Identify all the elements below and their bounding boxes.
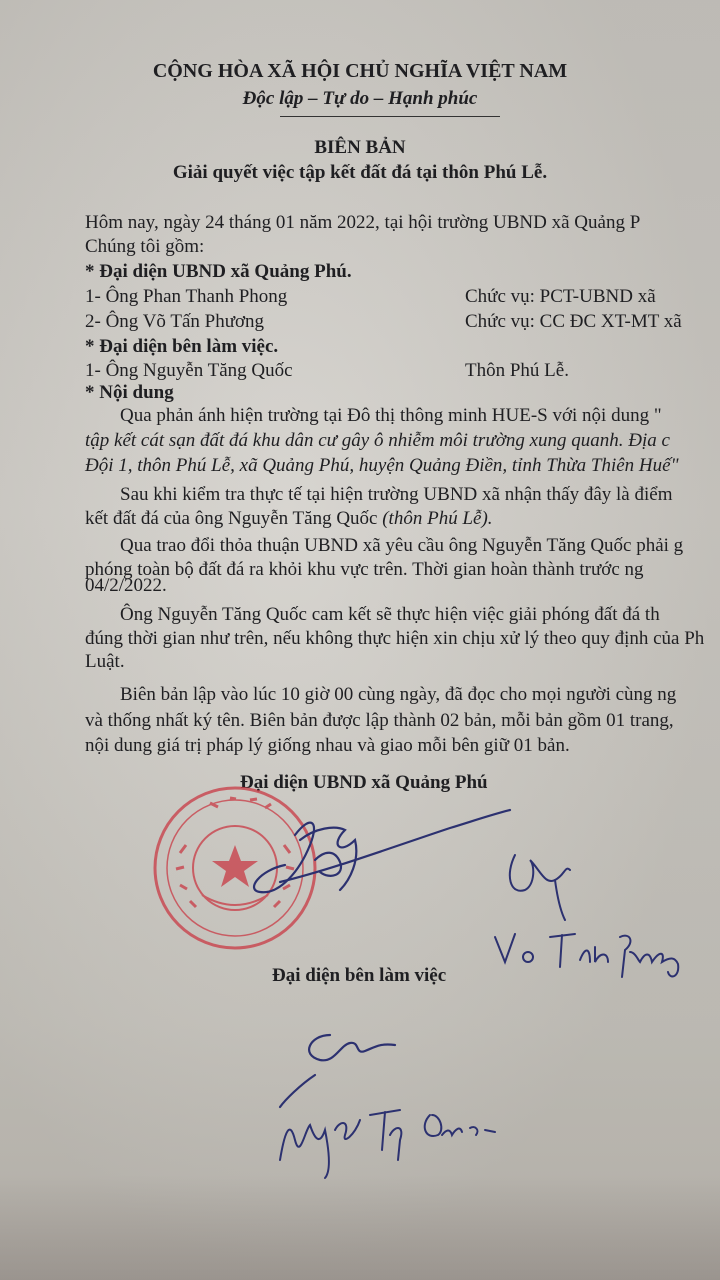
motto-underline bbox=[280, 116, 500, 117]
handwritten-name-vo-tan-phuong-icon bbox=[490, 922, 690, 982]
work-signature-label: Đại diện bên làm việc bbox=[272, 965, 447, 986]
p5-line-3: nội dung giá trị pháp lý giống nhau và giao mỗi bên giữ 01 bản. bbox=[85, 735, 570, 756]
p5-line-2: và thống nhất ký tên. Biên bản được lập thành 02 bản, mỗi bản gồm 01 trang, bbox=[85, 710, 674, 731]
ubnd-heading: * Đại diện UBND xã Quảng Phú. bbox=[85, 261, 352, 282]
p1-line-2: tập kết cát sạn đất đá khu dân cư gây ô nhiễm môi trường xung quanh. Địa c bbox=[85, 430, 670, 451]
p4-line-2: đúng thời gian như trên, nếu không thực hiện xin chịu xử lý theo quy định của Ph bbox=[85, 628, 705, 649]
p4-line-3: Luật. bbox=[85, 651, 125, 672]
p3-line-3: 04/2/2022. bbox=[85, 575, 167, 596]
p3-line-2: phóng toàn bộ đất đá ra khỏi khu vực trên. Thời gian hoàn thành trước ng bbox=[85, 559, 644, 580]
intro-line-1: Hôm nay, ngày 24 tháng 01 năm 2022, tại hội trường UBND xã Quảng P bbox=[85, 212, 641, 233]
motto: Độc lập – Tự do – Hạnh phúc bbox=[242, 88, 478, 109]
ubnd-signature-label: Đại diện UBND xã Quảng Phú bbox=[240, 772, 488, 793]
document-title: BIÊN BẢN bbox=[314, 137, 406, 158]
p2-line-2 bbox=[85, 508, 493, 530]
ubnd-member-1-name: 1- Ông Phan Thanh Phong bbox=[85, 286, 288, 307]
handwritten-name-nguyen-tang-quoc-icon bbox=[270, 1090, 510, 1180]
ubnd-member-2-role: Chức vụ: CC ĐC XT-MT xã bbox=[465, 311, 682, 332]
work-heading: * Đại diện bên làm việc. bbox=[85, 336, 279, 357]
p2-line-1: Sau khi kiểm tra thực tế tại hiện trường UBND xã nhận thấy đây là điểm bbox=[120, 484, 673, 505]
p5-line-1: Biên bản lập vào lúc 10 giờ 00 cùng ngày, đã đọc cho mọi người cùng ng bbox=[120, 684, 677, 705]
work-member-1-role: Thôn Phú Lễ. bbox=[465, 360, 569, 381]
ubnd-member-1-role: Chức vụ: PCT-UBND xã bbox=[465, 286, 656, 307]
work-member-1-name: 1- Ông Nguyễn Tăng Quốc bbox=[85, 360, 293, 381]
content-heading: * Nội dung bbox=[85, 382, 174, 403]
p2-line-2-text: kết đất đá của ông Nguyễn Tăng Quốc bbox=[85, 508, 383, 529]
p4-line-1: Ông Nguyễn Tăng Quốc cam kết sẽ thực hiện việc giải phóng đất đá th bbox=[120, 604, 660, 625]
country-header: CỘNG HÒA XÃ HỘI CHỦ NGHĨA VIỆT NAM bbox=[152, 60, 568, 82]
p2-line-2-italic: (thôn Phú Lễ). bbox=[382, 508, 493, 529]
signature-vo-tan-phuong-icon bbox=[495, 840, 615, 930]
p1-line-3: Đội 1, thôn Phú Lễ, xã Quảng Phú, huyện Quảng Điền, tỉnh Thừa Thiên Huế" bbox=[85, 455, 679, 476]
intro-line-2: Chúng tôi gồm: bbox=[85, 236, 205, 257]
document-subtitle: Giải quyết việc tập kết đất đá tại thôn Phú Lễ. bbox=[172, 162, 548, 183]
photo-shadow bbox=[0, 1175, 720, 1280]
ubnd-member-2-name: 2- Ông Võ Tấn Phương bbox=[85, 311, 265, 332]
p1-line-1: Qua phản ánh hiện trường tại Đô thị thông minh HUE-S với nội dung " bbox=[120, 405, 662, 426]
p3-line-1: Qua trao đổi thỏa thuận UBND xã yêu cầu ông Nguyễn Tăng Quốc phải g bbox=[120, 535, 684, 556]
